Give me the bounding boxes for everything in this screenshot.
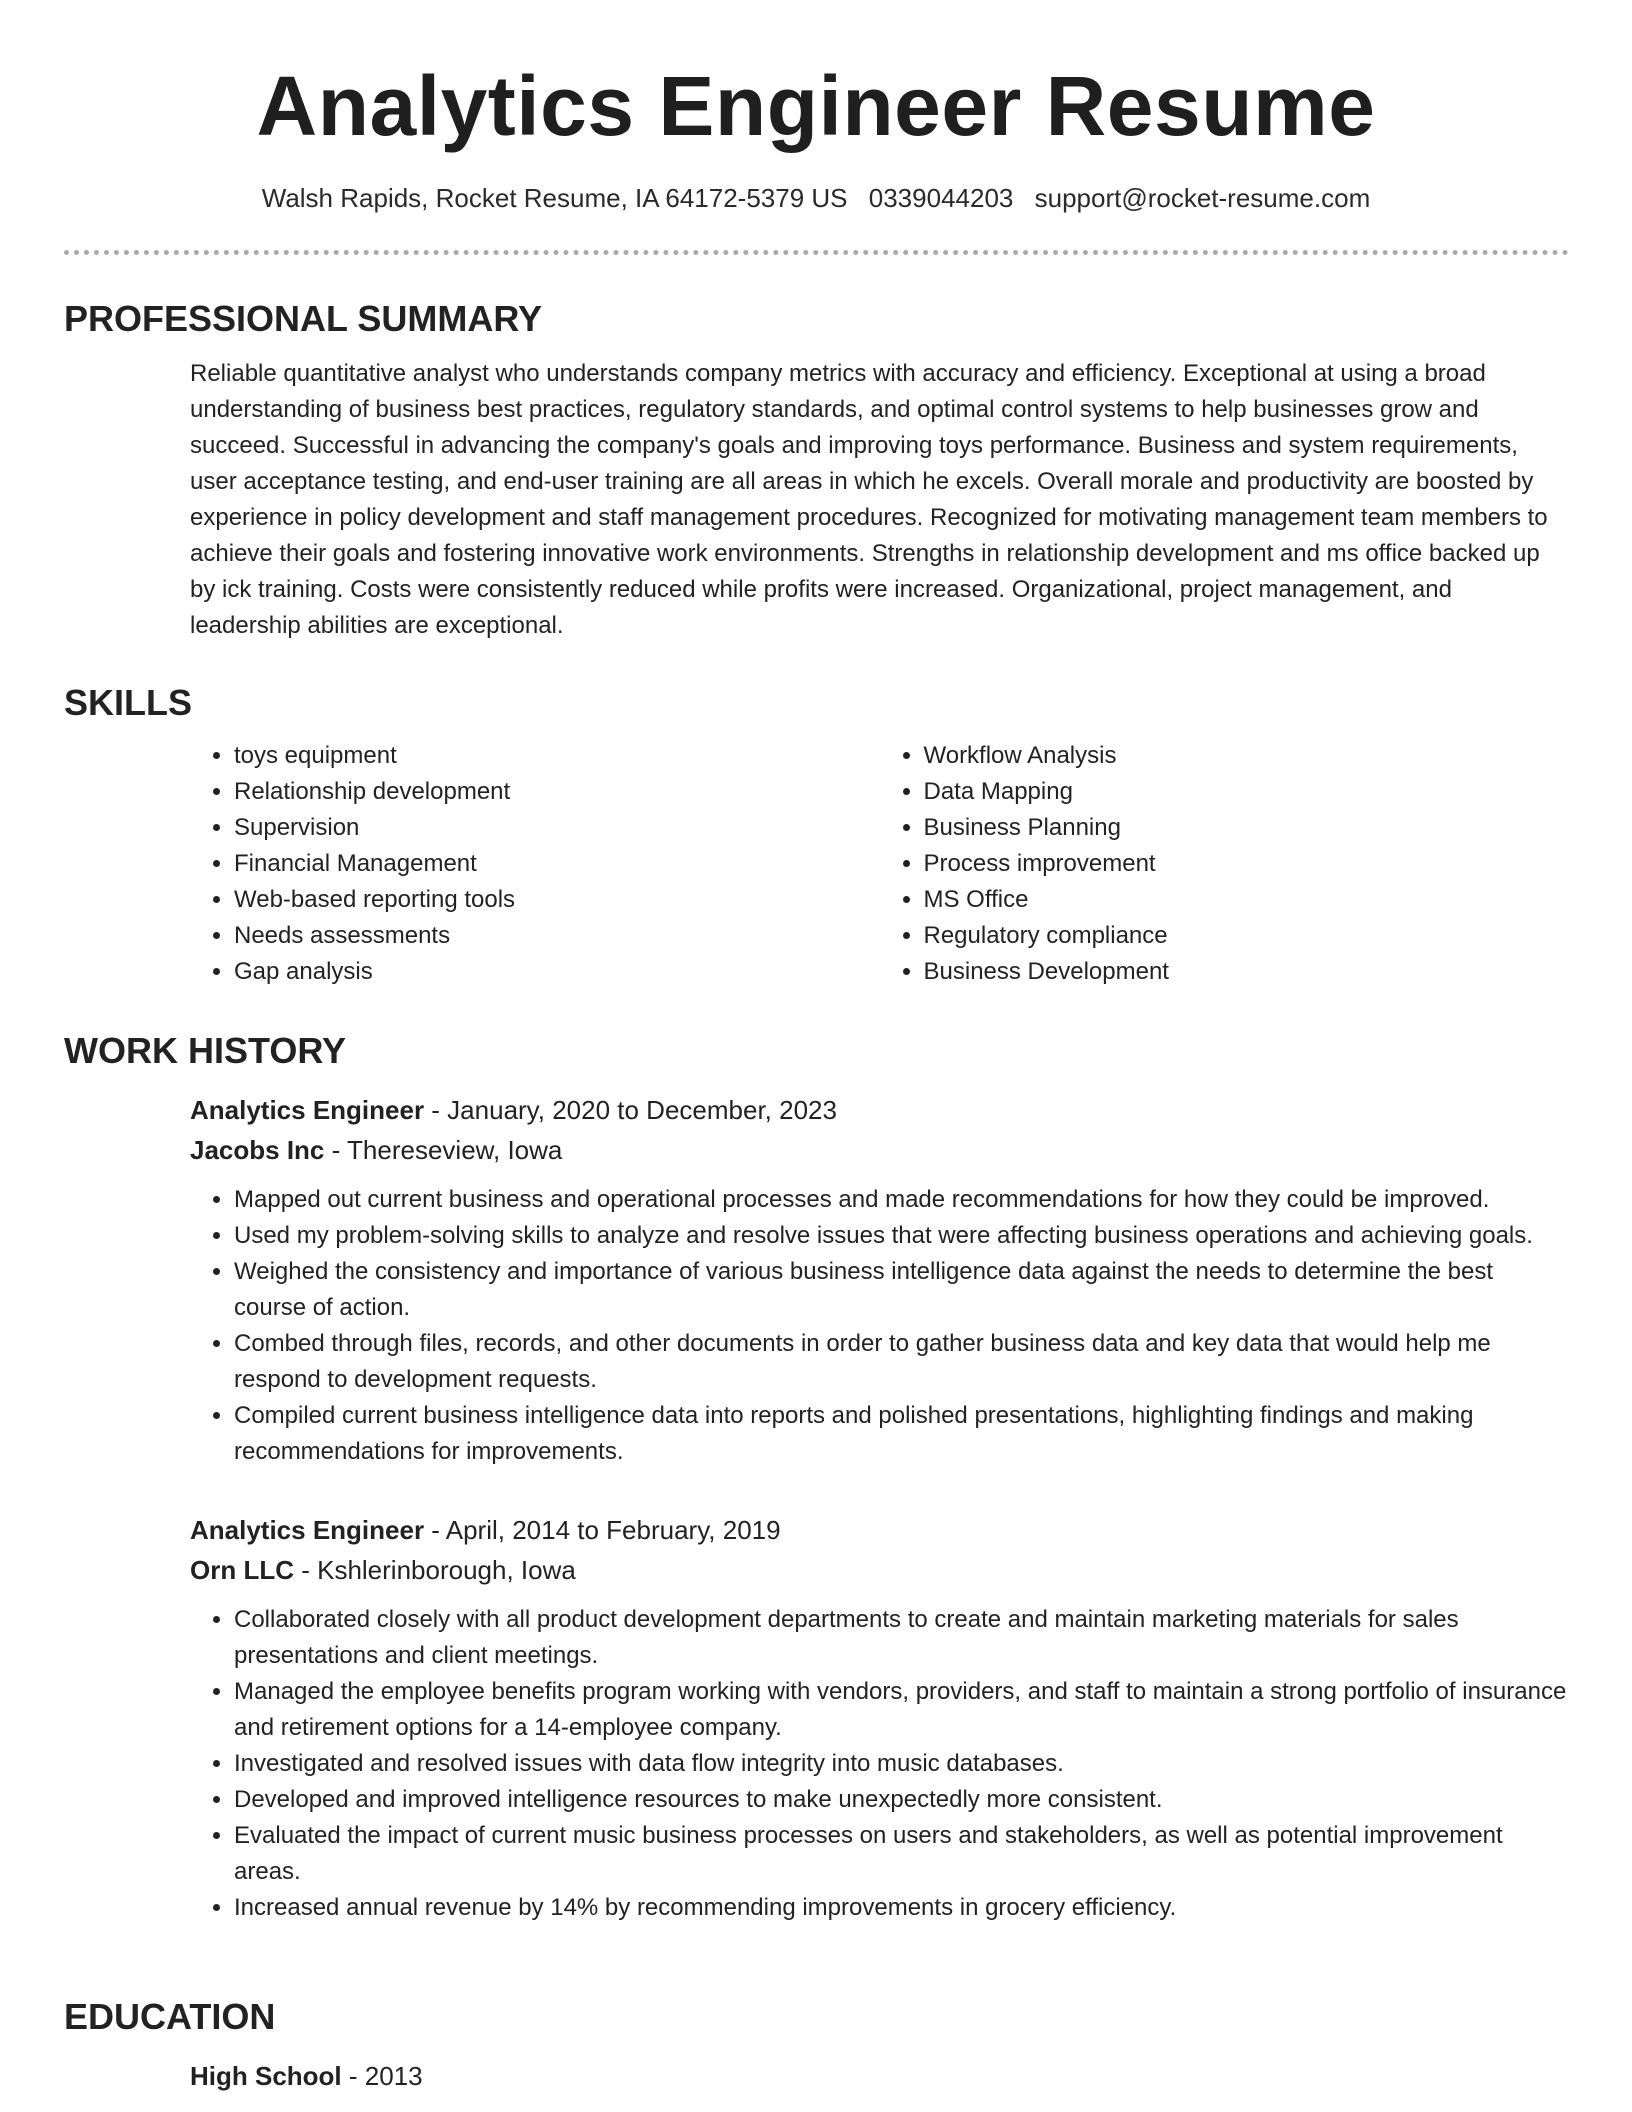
skill-item: • Needs assessments <box>234 918 880 954</box>
job-bullet: • Developed and improved intelligence resources to make unexpectedly more consistent. <box>234 1782 1569 1818</box>
contact-email: support@rocket-resume.com <box>1034 183 1371 213</box>
job-bullet: • Mapped out current business and operational processes and made recommendations for how they could be improved. <box>234 1182 1569 1218</box>
work-history-heading: WORK HISTORY <box>64 1030 347 1071</box>
skills-list-left <box>190 738 880 990</box>
skill-item: • MS Office <box>924 882 1570 918</box>
skills-section <box>64 680 1569 990</box>
skill-item: • Web-based reporting tools <box>234 882 880 918</box>
skill-item: • Workflow Analysis <box>924 738 1570 774</box>
job-title: Analytics Engineer <box>190 1095 425 1125</box>
skill-item: • Data Mapping <box>924 774 1570 810</box>
job-title: Analytics Engineer <box>190 1515 425 1545</box>
skill-item: • Regulatory compliance <box>924 918 1570 954</box>
job-location: - Kshlerinborough, Iowa <box>294 1555 576 1585</box>
job-company-line <box>190 1130 1569 1170</box>
work-history-body <box>190 1090 1569 1926</box>
summary-heading: PROFESSIONAL SUMMARY <box>64 298 543 339</box>
skill-item: • Financial Management <box>234 846 880 882</box>
job-company-line <box>190 1550 1569 1590</box>
skill-item: • Process improvement <box>924 846 1570 882</box>
job-bullet: • Used my problem-solving skills to analyze and resolve issues that were affecting business operations and achieving goals. <box>234 1218 1569 1254</box>
skills-heading: SKILLS <box>64 682 193 723</box>
job-bullet: • Evaluated the impact of current music business processes on users and stakeholders, as well as potential improvement areas. <box>234 1818 1569 1890</box>
job-title-line <box>190 1510 1569 1550</box>
skills-columns <box>190 738 1569 990</box>
job-bullet: • Compiled current business intelligence data into reports and polished presentations, highlighting findings and making recommendations for improvements. <box>234 1398 1569 1470</box>
resume-title: Analytics Engineer Resume <box>256 59 1376 153</box>
education-section <box>64 1994 1569 2096</box>
job-dates: - April, 2014 to February, 2019 <box>424 1515 781 1545</box>
skill-item: • Gap analysis <box>234 954 880 990</box>
skill-item: • Supervision <box>234 810 880 846</box>
skill-item: • Relationship development <box>234 774 880 810</box>
skills-list-right <box>880 738 1570 990</box>
summary-text: Reliable quantitative analyst who understands company metrics with accuracy and efficiency. Exceptional at using a broad understanding of business best practices, regulatory standards, and optimal control systems to help businesses grow and succeed. Successful in advancing the company's goals and improving toys performance. Business and system requirements, user acceptance testing, and end-user training are all areas in which he excels. Overall morale and productivity are boosted by experience in policy development and staff management procedures. Recognized for motivating management team members to achieve their goals and fostering innovative work environments. Strengths in relationship development and ms office backed up by ick training. Costs were consistently reduced while profits were increased. Organizational, project management, and leadership abilities are exceptional. <box>190 360 1548 639</box>
job-bullet: • Collaborated closely with all product development departments to create and maintain marketing materials for sales presentations and client meetings. <box>234 1602 1569 1674</box>
education-heading: EDUCATION <box>64 1996 276 2037</box>
summary-body <box>190 356 1569 644</box>
job-bullets <box>190 1182 1569 1470</box>
contact-phone: 0339044203 <box>868 183 1014 213</box>
skill-item: • toys equipment <box>234 738 880 774</box>
contact-line <box>0 180 1632 216</box>
job-bullet: • Managed the employee benefits program working with vendors, providers, and staff to maintain a strong portfolio of insurance and retirement options for a 14-employee company. <box>234 1674 1569 1746</box>
skill-item: • Business Planning <box>924 810 1570 846</box>
education-year: - 2013 <box>341 2061 423 2091</box>
job-company: Orn LLC <box>190 1555 294 1585</box>
header-divider <box>64 250 1569 255</box>
job-bullet: • Weighed the consistency and importance of various business intelligence data against the needs to determine the best course of action. <box>234 1254 1569 1326</box>
job-title-line <box>190 1090 1569 1130</box>
job-entry <box>190 1510 1569 1926</box>
summary-section <box>64 296 1569 644</box>
job-entry <box>190 1090 1569 1470</box>
job-company: Jacobs Inc <box>190 1135 325 1165</box>
skill-item: • Business Development <box>924 954 1570 990</box>
job-bullet: • Investigated and resolved issues with data flow integrity into music databases. <box>234 1746 1569 1782</box>
education-degree: High School <box>190 2061 342 2091</box>
work-history-section <box>64 1028 1569 1926</box>
contact-address: Walsh Rapids, Rocket Resume, IA 64172-5379 US <box>261 183 848 213</box>
education-line <box>190 2056 1569 2096</box>
job-dates: - January, 2020 to December, 2023 <box>424 1095 837 1125</box>
job-bullet: • Combed through files, records, and other documents in order to gather business data and key data that would help me respond to development requests. <box>234 1326 1569 1398</box>
job-bullets <box>190 1602 1569 1926</box>
job-location: - Thereseview, Iowa <box>324 1135 563 1165</box>
job-bullet: • Increased annual revenue by 14% by recommending improvements in grocery efficiency. <box>234 1890 1569 1926</box>
education-body <box>190 2056 1569 2096</box>
